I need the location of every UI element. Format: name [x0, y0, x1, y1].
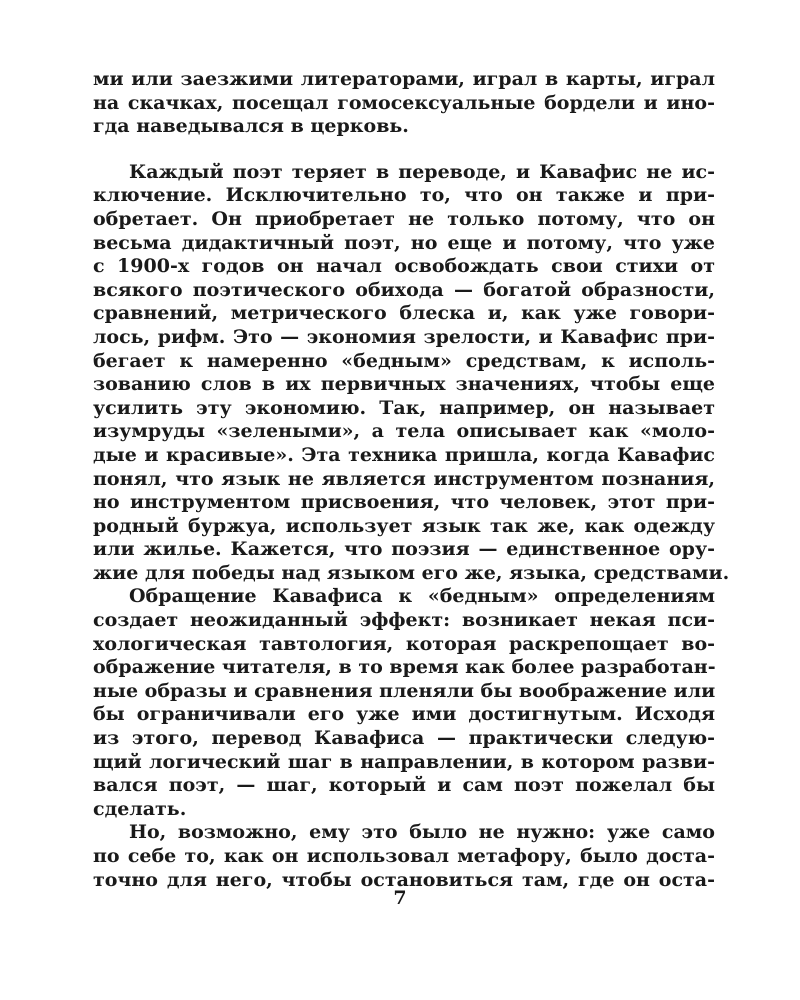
text-line: из этого, перевод Кавафиса — практически следую-	[93, 727, 715, 750]
text-line: точно для него, чтобы остановиться там, где он оста-	[93, 868, 715, 891]
text-line: ные образы и сравнения пленяли бы воображение или	[93, 679, 716, 702]
text-line: по себе то, как он использовал метафору, было доста-	[93, 845, 715, 867]
text-line: гда наведывался в церковь.	[93, 115, 409, 138]
paragraph-4	[93, 821, 715, 892]
text-line: с 1900-х годов он начал освобождать свои стихи от	[93, 255, 715, 278]
text-line: Обращение Кавафиса к «бедным» определениям	[129, 585, 715, 608]
text-line: на скачках, посещал гомосексуальные бордели и ино-	[93, 91, 715, 114]
page-number: 7	[393, 887, 407, 909]
text-line: бегает к намеренно «бедным» средствам, к исполь-	[93, 349, 715, 372]
paragraph-3	[93, 585, 715, 821]
text-line: усилить эту экономию. Так, например, он называет	[93, 396, 715, 419]
text-line: или жилье. Кажется, что поэзия — единственное ору-	[93, 538, 715, 561]
text-line: зованию слов в их первичных значениях, чтобы еще	[93, 373, 715, 396]
text-line: изумруды «зелеными», а тела описывает как «моло-	[93, 420, 715, 443]
text-line: дые и красивые». Эта техника пришла, когда Кавафис	[93, 443, 715, 466]
text-line: ображение читателя, в то время как более разработан-	[93, 656, 716, 679]
text-line: понял, что язык не является инструментом познания,	[93, 467, 715, 490]
text-line: ми или заезжими литераторами, играл в карты, играл	[93, 68, 715, 90]
text-line: Но, возможно, ему это было не нужно: уже само	[129, 821, 715, 844]
text-line: жие для победы над языком его же, языка, средствами.	[93, 561, 730, 584]
text-line: лось, рифм. Это — экономия зрелости, и Кавафис при-	[93, 325, 715, 348]
text-line: бы ограничивали его уже ими достигнутым. Исходя	[93, 703, 715, 726]
paragraph-2	[93, 160, 730, 586]
text-line: но инструментом присвоения, что человек, этот при-	[93, 491, 715, 514]
text-line: щий логический шаг в направлении, в котором разви-	[93, 750, 715, 773]
paragraph-1	[93, 68, 715, 139]
paragraph-spacer	[93, 139, 715, 161]
text-line: Каждый поэт теряет в переводе, и Кавафис не ис-	[129, 160, 715, 183]
text-line: ключение. Исключительно то, что он также и при-	[93, 184, 715, 207]
page-body	[93, 68, 730, 892]
text-line: сделать.	[93, 797, 187, 820]
text-line: родный буржуа, использует язык так же, как одежду	[93, 514, 715, 537]
text-line: создает неожиданный эффект: возникает некая пси-	[93, 609, 715, 632]
text-line: вался поэт, — шаг, который и сам поэт пожелал бы	[93, 774, 715, 797]
text-line: обретает. Он приобретает не только потому, что он	[93, 207, 715, 230]
text-line: всякого поэтического обихода — богатой образности,	[93, 278, 715, 301]
text-line: сравнений, метрического блеска и, как уже говори-	[93, 302, 715, 325]
text-line: хологическая тавтология, которая раскрепощает во-	[93, 632, 715, 655]
text-line: весьма дидактичный поэт, но еще и потому, что уже	[93, 231, 715, 254]
